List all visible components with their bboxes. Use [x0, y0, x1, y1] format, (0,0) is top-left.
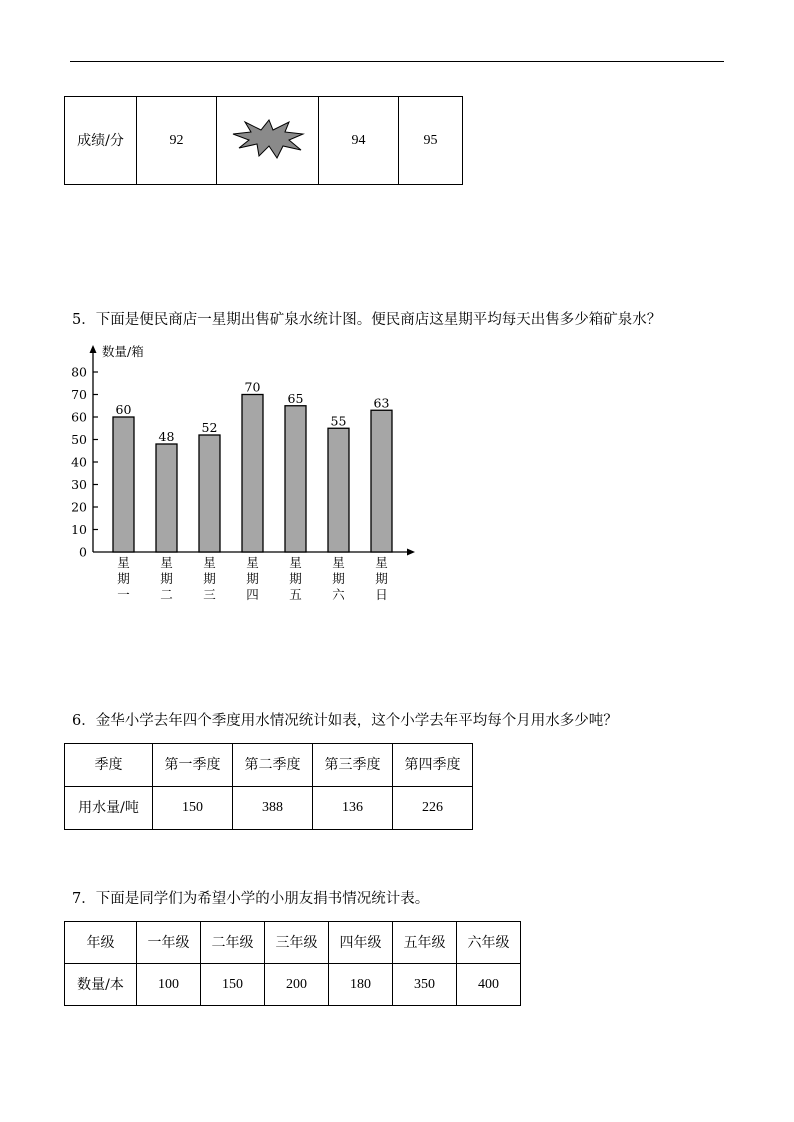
question-5-text: 5．下面是便民商店一星期出售矿泉水统计图。便民商店这星期平均每天出售多少箱矿泉水？ — [72, 312, 662, 328]
header-cell: 四年级 — [329, 922, 393, 964]
y-axis-label: 数量/箱 — [102, 344, 144, 359]
x-tick-label: 五 — [289, 587, 302, 602]
y-tick-label: 30 — [71, 477, 87, 492]
bar — [285, 406, 306, 552]
bar — [242, 395, 263, 553]
y-tick-label: 60 — [71, 409, 87, 425]
header-cell: 三年级 — [265, 922, 329, 964]
y-tick-label: 40 — [71, 454, 87, 470]
table-row — [65, 787, 473, 830]
x-tick-label: 期 — [289, 571, 302, 586]
header-cell: 第四季度 — [393, 744, 473, 787]
x-tick-label: 期 — [375, 571, 388, 586]
y-tick-label: 0 — [79, 544, 87, 560]
value-cell: 388 — [233, 787, 313, 830]
value-cell: 136 — [313, 787, 393, 830]
header-cell: 二年级 — [201, 922, 265, 964]
data-label: 52 — [201, 420, 218, 435]
x-tick-label: 星 — [375, 555, 388, 570]
y-axis-arrow — [90, 345, 97, 353]
y-tick-label: 70 — [71, 387, 87, 402]
header-cell: 五年级 — [393, 922, 457, 964]
row-label: 数量/本 — [65, 964, 137, 1006]
x-tick-label: 星 — [117, 555, 130, 570]
value-cell: 150 — [153, 787, 233, 830]
score-cell: 92 — [137, 97, 217, 185]
value-cell: 400 — [457, 964, 521, 1006]
value-cell: 100 — [137, 964, 201, 1006]
header-cell: 第三季度 — [313, 744, 393, 787]
x-tick-label: 期 — [117, 571, 130, 586]
x-tick-label: 期 — [246, 571, 259, 586]
scores-table — [64, 96, 463, 185]
value-cell: 150 — [201, 964, 265, 1006]
x-tick-label: 六 — [332, 587, 345, 602]
x-tick-label: 星 — [289, 555, 302, 570]
book-donation-table — [64, 921, 521, 1006]
header-cell: 一年级 — [137, 922, 201, 964]
x-tick-label: 期 — [160, 571, 173, 586]
bar — [328, 428, 349, 552]
header-cell: 年级 — [65, 922, 137, 964]
x-tick-label: 星 — [160, 555, 173, 570]
header-cell: 第一季度 — [153, 744, 233, 787]
data-label: 48 — [158, 429, 175, 444]
data-label: 70 — [244, 379, 261, 395]
x-tick-label: 三 — [203, 587, 216, 602]
x-axis-arrow — [407, 549, 415, 556]
table-row — [65, 964, 521, 1006]
score-cell-hidden — [217, 97, 319, 185]
data-label: 60 — [115, 402, 132, 417]
bar — [113, 417, 134, 552]
header-cell: 第二季度 — [233, 744, 313, 787]
bar — [156, 444, 177, 552]
table-header-row — [65, 744, 473, 787]
y-tick-label: 50 — [71, 432, 87, 447]
data-label: 63 — [373, 395, 390, 411]
x-tick-label: 四 — [246, 587, 259, 602]
bar — [199, 435, 220, 552]
x-tick-label: 星 — [332, 555, 345, 570]
value-cell: 180 — [329, 964, 393, 1006]
header-cell: 季度 — [65, 744, 153, 787]
score-cell: 95 — [399, 97, 463, 185]
question-6-text: 6．金华小学去年四个季度用水情况统计如表，这个小学去年平均每个月用水多少吨？ — [72, 713, 618, 729]
score-cell: 94 — [319, 97, 399, 185]
data-label: 65 — [287, 390, 304, 406]
top-rule — [70, 61, 724, 62]
row-label: 成绩/分 — [65, 97, 137, 185]
header-cell: 六年级 — [457, 922, 521, 964]
table-header-row — [65, 922, 521, 964]
ink-blot-icon — [231, 118, 305, 160]
table-row — [65, 97, 463, 185]
x-tick-label: 二 — [160, 587, 173, 602]
x-tick-label: 星 — [203, 555, 216, 570]
y-tick-label: 80 — [71, 364, 87, 380]
data-label: 55 — [330, 413, 347, 429]
row-label: 用水量/吨 — [65, 787, 153, 830]
x-tick-label: 星 — [246, 555, 259, 570]
value-cell: 226 — [393, 787, 473, 830]
question-7-text: 7．下面是同学们为希望小学的小朋友捐书情况统计表。 — [72, 891, 430, 907]
x-tick-label: 期 — [332, 571, 345, 586]
x-tick-label: 日 — [375, 587, 388, 602]
value-cell: 350 — [393, 964, 457, 1006]
y-tick-label: 20 — [71, 499, 87, 515]
bar-chart — [60, 335, 430, 610]
y-tick-label: 10 — [71, 522, 87, 537]
value-cell: 200 — [265, 964, 329, 1006]
x-tick-label: 期 — [203, 571, 216, 586]
bar — [371, 410, 392, 552]
water-usage-table — [64, 743, 473, 830]
x-tick-label: 一 — [117, 587, 130, 602]
